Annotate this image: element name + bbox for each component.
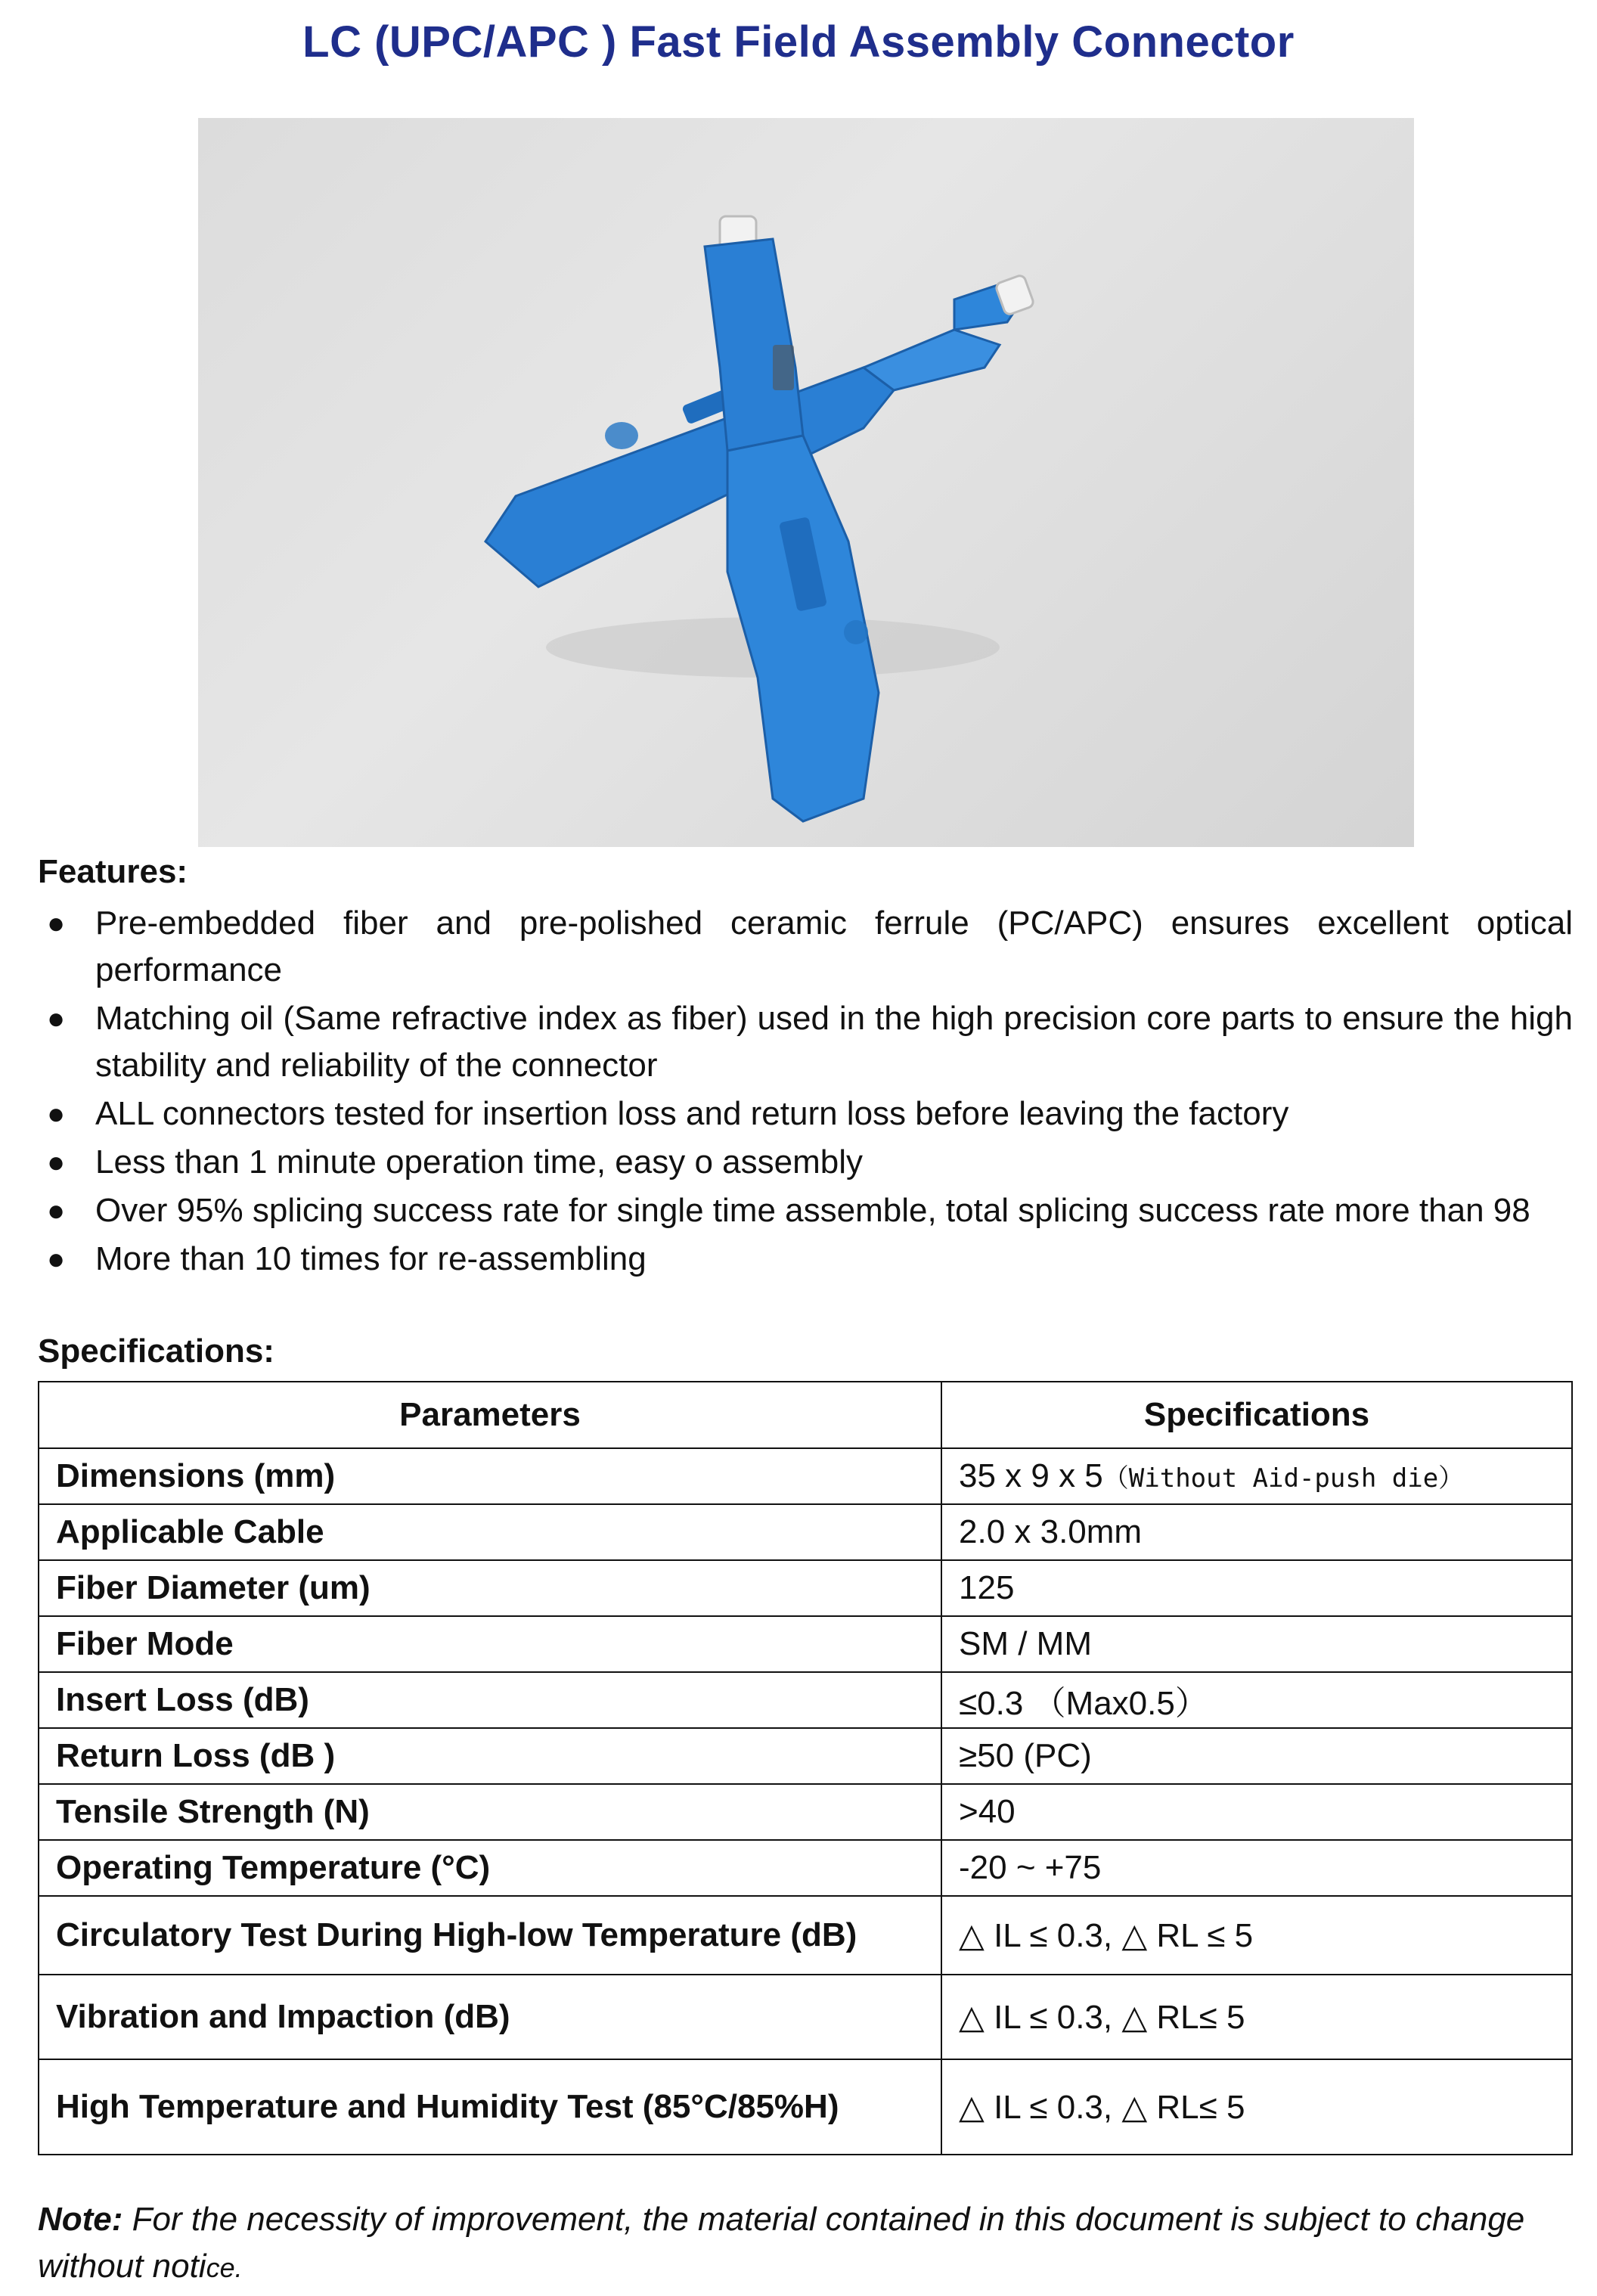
column-header-specifications: Specifications	[941, 1382, 1572, 1448]
value-cell: △ IL ≤ 0.3, △ RL ≤ 5	[941, 1896, 1572, 1975]
note-text: For the necessity of improvement, the material contained in this document is subject to change without noti	[38, 2201, 1525, 2285]
table-row	[39, 1672, 1572, 1728]
bullet-icon: ●	[47, 1002, 66, 1035]
table-header-row	[39, 1382, 1572, 1448]
table-row	[39, 1448, 1572, 1504]
bullet-icon: ●	[47, 1146, 66, 1179]
list-item	[38, 900, 1573, 994]
param-cell: High Temperature and Humidity Test (85°C/85%H)	[39, 2059, 941, 2155]
feature-text: Pre-embedded fiber and pre-polished ceramic ferrule (PC/APC) ensures excellent optical performance	[95, 904, 1573, 988]
connector-photo	[198, 118, 1414, 847]
param-cell: Insert Loss (dB)	[39, 1672, 941, 1728]
note-paragraph	[38, 2196, 1565, 2291]
list-item	[38, 995, 1573, 1089]
bullet-icon: ●	[47, 1194, 66, 1227]
bullet-icon: ●	[47, 1097, 66, 1131]
list-item	[38, 1236, 1573, 1283]
column-header-parameters: Parameters	[39, 1382, 941, 1448]
bullet-icon: ●	[47, 907, 66, 940]
feature-text: More than 10 times for re-assembling	[95, 1240, 647, 1277]
value-main: 35 x 9 x 5	[959, 1457, 1103, 1494]
param-cell: Fiber Diameter (um)	[39, 1560, 941, 1616]
feature-text: ALL connectors tested for insertion loss and return loss before leaving the factory	[95, 1095, 1289, 1132]
param-cell: Circulatory Test During High-low Temperature (dB)	[39, 1896, 941, 1975]
specifications-table	[38, 1381, 1573, 2155]
document-title: LC (UPC/APC ) Fast Field Assembly Connector	[302, 17, 1295, 67]
table-row	[39, 1504, 1572, 1560]
features-heading: Features:	[38, 853, 188, 890]
feature-text: Matching oil (Same refractive index as fiber) used in the high precision core parts to ensure the high stability and reliability of the connector	[95, 1000, 1573, 1084]
connector-b	[705, 216, 879, 821]
connector-illustration	[198, 118, 1414, 847]
param-cell: Operating Temperature (°C)	[39, 1840, 941, 1896]
list-item	[38, 1139, 1573, 1186]
value-cell: SM / MM	[941, 1616, 1572, 1672]
param-cell: Dimensions (mm)	[39, 1448, 941, 1504]
value-note: （Without Aid-push die）	[1102, 1463, 1465, 1494]
param-cell: Vibration and Impaction (dB)	[39, 1975, 941, 2059]
table-row	[39, 1784, 1572, 1840]
value-cell: -20 ~ +75	[941, 1840, 1572, 1896]
table-row	[39, 1975, 1572, 2059]
feature-text: Over 95% splicing success rate for single time assemble, total splicing success rate more than 98	[95, 1192, 1530, 1229]
value-cell: △ IL ≤ 0.3, △ RL≤ 5	[941, 1975, 1572, 2059]
note-tail: ce.	[206, 2252, 243, 2283]
value-cell: >40	[941, 1784, 1572, 1840]
bullet-icon: ●	[47, 1243, 66, 1276]
value-cell: ≥50 (PC)	[941, 1728, 1572, 1784]
features-list	[38, 900, 1573, 1284]
value-cell: ≤0.3 （Max0.5）	[941, 1672, 1572, 1728]
table-row	[39, 2059, 1572, 2155]
value-cell	[941, 1448, 1572, 1504]
table-row	[39, 1728, 1572, 1784]
feature-text: Less than 1 minute operation time, easy o assembly	[95, 1143, 863, 1181]
table-row	[39, 1840, 1572, 1896]
list-item	[38, 1091, 1573, 1137]
note-label: Note:	[38, 2201, 123, 2238]
value-cell: △ IL ≤ 0.3, △ RL≤ 5	[941, 2059, 1572, 2155]
specs-heading: Specifications:	[38, 1333, 274, 1370]
table-row	[39, 1560, 1572, 1616]
param-cell: Fiber Mode	[39, 1616, 941, 1672]
param-cell: Tensile Strength (N)	[39, 1784, 941, 1840]
param-cell: Applicable Cable	[39, 1504, 941, 1560]
value-cell: 125	[941, 1560, 1572, 1616]
value-cell: 2.0 x 3.0mm	[941, 1504, 1572, 1560]
table-row	[39, 1616, 1572, 1672]
table-row	[39, 1896, 1572, 1975]
list-item	[38, 1187, 1573, 1234]
param-cell: Return Loss (dB )	[39, 1728, 941, 1784]
